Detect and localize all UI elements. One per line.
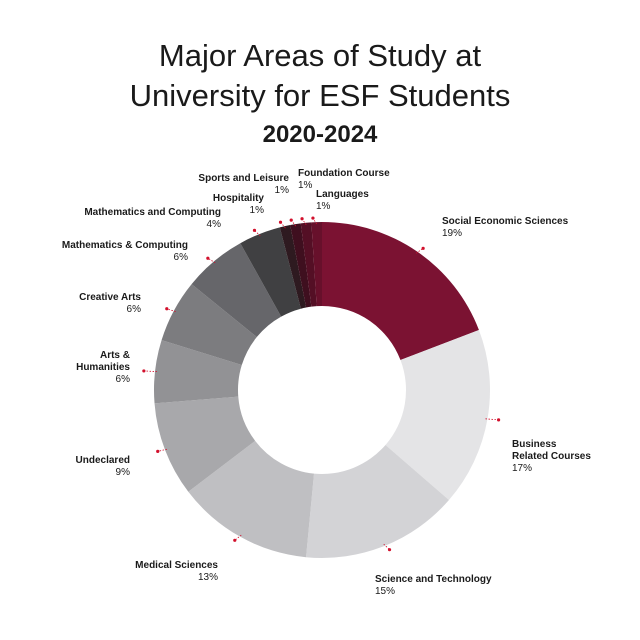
- leader-dot: [422, 247, 425, 250]
- slice-label: Related Courses: [512, 451, 591, 462]
- slice-percent-label: 1%: [274, 185, 289, 196]
- slice-label: Undeclared: [75, 455, 130, 466]
- leader-dot: [388, 548, 391, 551]
- chart-title-line-2: University for ESF Students: [129, 78, 511, 113]
- chart-title-line-1: Major Areas of Study at: [158, 38, 482, 73]
- slice-label: Social Economic Sciences: [442, 216, 569, 227]
- leader-dot: [233, 539, 236, 542]
- leader-dot: [253, 229, 256, 232]
- slice-label: Science and Technology: [375, 574, 492, 585]
- slice-label: Mathematics & Computing: [61, 240, 188, 251]
- slice-percent-label: 1%: [249, 205, 264, 216]
- slice-label: Languages: [316, 189, 369, 200]
- slice-percent-label: 1%: [316, 201, 331, 212]
- slice-label: Mathematics and Computing: [84, 207, 221, 218]
- slice-percent-label: 6%: [173, 252, 188, 263]
- slice-label: Humanities: [76, 362, 130, 373]
- chart-subtitle: 2020-2024: [262, 121, 378, 148]
- leader-dot: [279, 221, 282, 224]
- leader-dot: [142, 369, 145, 372]
- slice-label: Creative Arts: [79, 292, 141, 303]
- slice-percent-label: 1%: [298, 180, 313, 191]
- slice-percent-label: 17%: [512, 463, 533, 474]
- slice-label: Sports and Leisure: [198, 173, 289, 184]
- leader-dot: [311, 216, 314, 219]
- leader-dot: [290, 219, 293, 222]
- leader-dot: [206, 257, 209, 260]
- leader-dot: [165, 307, 168, 310]
- slice-label: Foundation Course: [298, 168, 390, 179]
- slice-label: Business: [512, 439, 557, 450]
- leader-dot: [497, 418, 500, 421]
- slice-percent-label: 6%: [126, 304, 141, 315]
- leader-dot: [300, 217, 303, 220]
- slice-label: Medical Sciences: [135, 560, 218, 571]
- slice-percent-label: 19%: [442, 228, 463, 239]
- donut-slices: [154, 222, 490, 558]
- slice-percent-label: 4%: [206, 219, 221, 230]
- slice-label: Arts &: [99, 350, 130, 361]
- slice-percent-label: 13%: [197, 572, 218, 583]
- slice-percent-label: 6%: [115, 374, 130, 385]
- slice-label: Hospitality: [212, 193, 264, 204]
- leader-dot: [156, 450, 159, 453]
- slice-percent-label: 15%: [375, 586, 396, 597]
- slice-percent-label: 9%: [115, 467, 130, 478]
